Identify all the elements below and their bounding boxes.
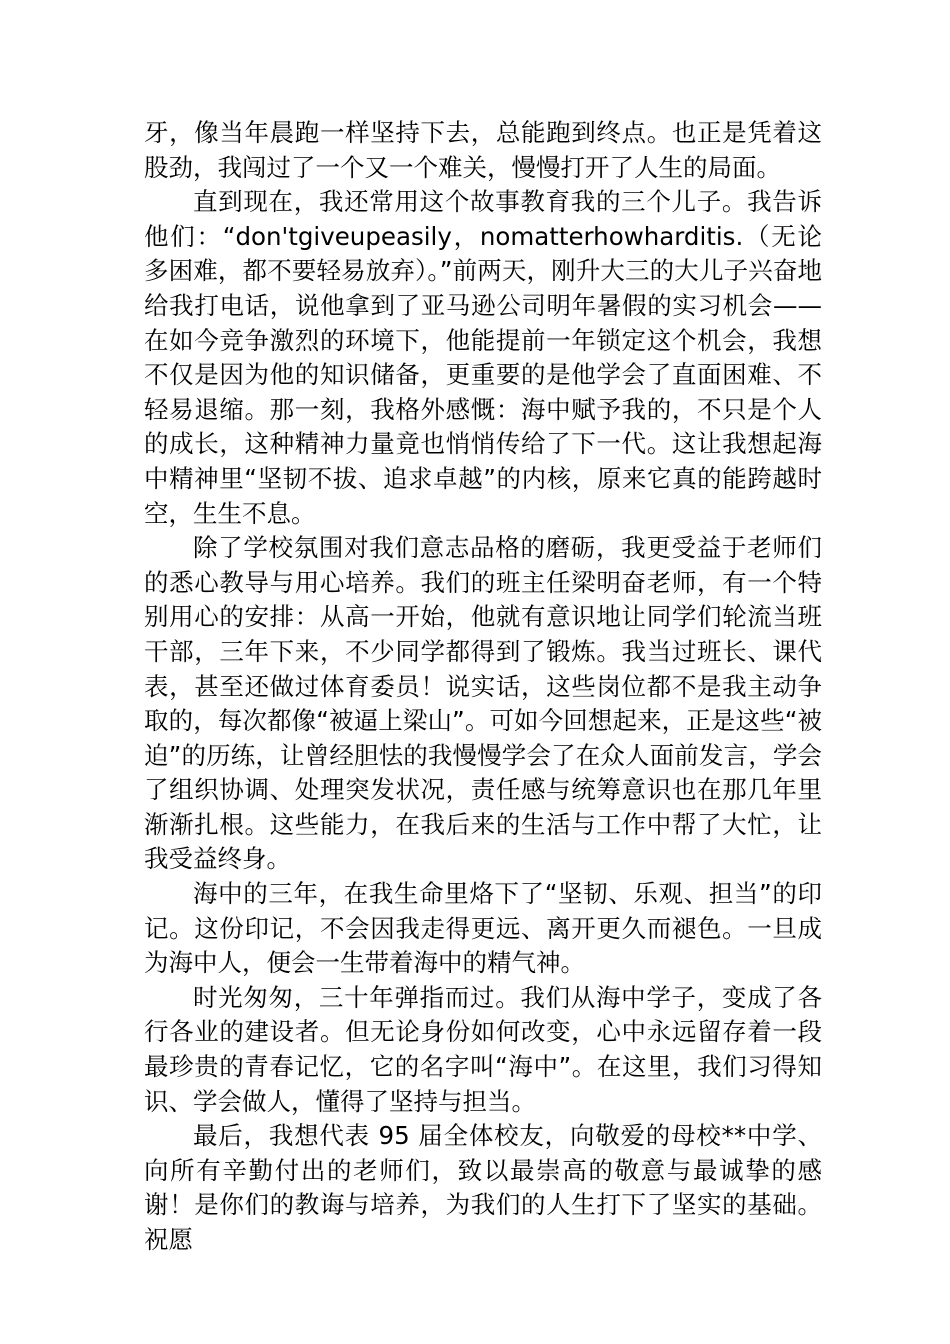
document-page <box>144 116 822 1258</box>
paragraph-2: 直到现在，我还常用这个故事教育我的三个儿子。我告诉他们：“don'tgiveupeasily，nomatterhowharditis.（无论多困难，都不要轻易放弃）。”前两天，刚升大三的大儿子兴奋地给我打电话，说他拿到了亚马逊公司明年暑假的实习机会——在如今竞争激烈的环境下，他能提前一年锁定这个机会，我想不仅是因为他的知识储备，更重要的是他学会了直面困难、不轻易退缩。那一刻，我格外感慨：海中赋予我的，不只是个人的成长，这种精神力量竟也悄悄传给了下一代。这让我想起海中精神里“坚韧不拔、追求卓越”的内核，原来它真的能跨越时空，生生不息。 <box>144 187 822 528</box>
paragraph-4: 海中的三年，在我生命里烙下了“坚韧、乐观、担当”的印记。这份印记，不会因我走得更远、离开更久而褪色。一旦成为海中人，便会一生带着海中的精气神。 <box>144 879 822 978</box>
paragraph-5: 时光匆匆，三十年弹指而过。我们从海中学子，变成了各行各业的建设者。但无论身份如何改变，心中永远留存着一段最珍贵的青春记忆，它的名字叫“海中”。在这里，我们习得知识、学会做人，懂得了坚持与担当。 <box>144 982 822 1116</box>
paragraph-1: 牙，像当年晨跑一样坚持下去，总能跑到终点。也正是凭着这股劲，我闯过了一个又一个难关，慢慢打开了人生的局面。 <box>144 118 822 182</box>
paragraph-3: 除了学校氛围对我们意志品格的磨砺，我更受益于老师们的悉心教导与用心培养。我们的班主任梁明奋老师，有一个特别用心的安排：从高一开始，他就有意识地让同学们轮流当班干部，三年下来，不少同学都得到了锻炼。我当过班长、课代表，甚至还做过体育委员！说实话，这些岗位都不是我主动争取的，每次都像“被逼上梁山”。可如今回想起来，正是这些“被迫”的历练，让曾经胆怯的我慢慢学会了在众人面前发言，学会了组织协调、处理突发状况，责任感与统筹意识也在那几年里渐渐扎根。这些能力，在我后来的生活与工作中帮了大忙，让我受益终身。 <box>144 533 822 874</box>
paragraph-6: 最后，我想代表 95 届全体校友，向敬爱的母校**中学、向所有辛勤付出的老师们，致以最崇高的敬意与最诚挚的感谢！是你们的教诲与培养，为我们的人生打下了坚实的基础。祝愿 <box>144 1121 822 1254</box>
